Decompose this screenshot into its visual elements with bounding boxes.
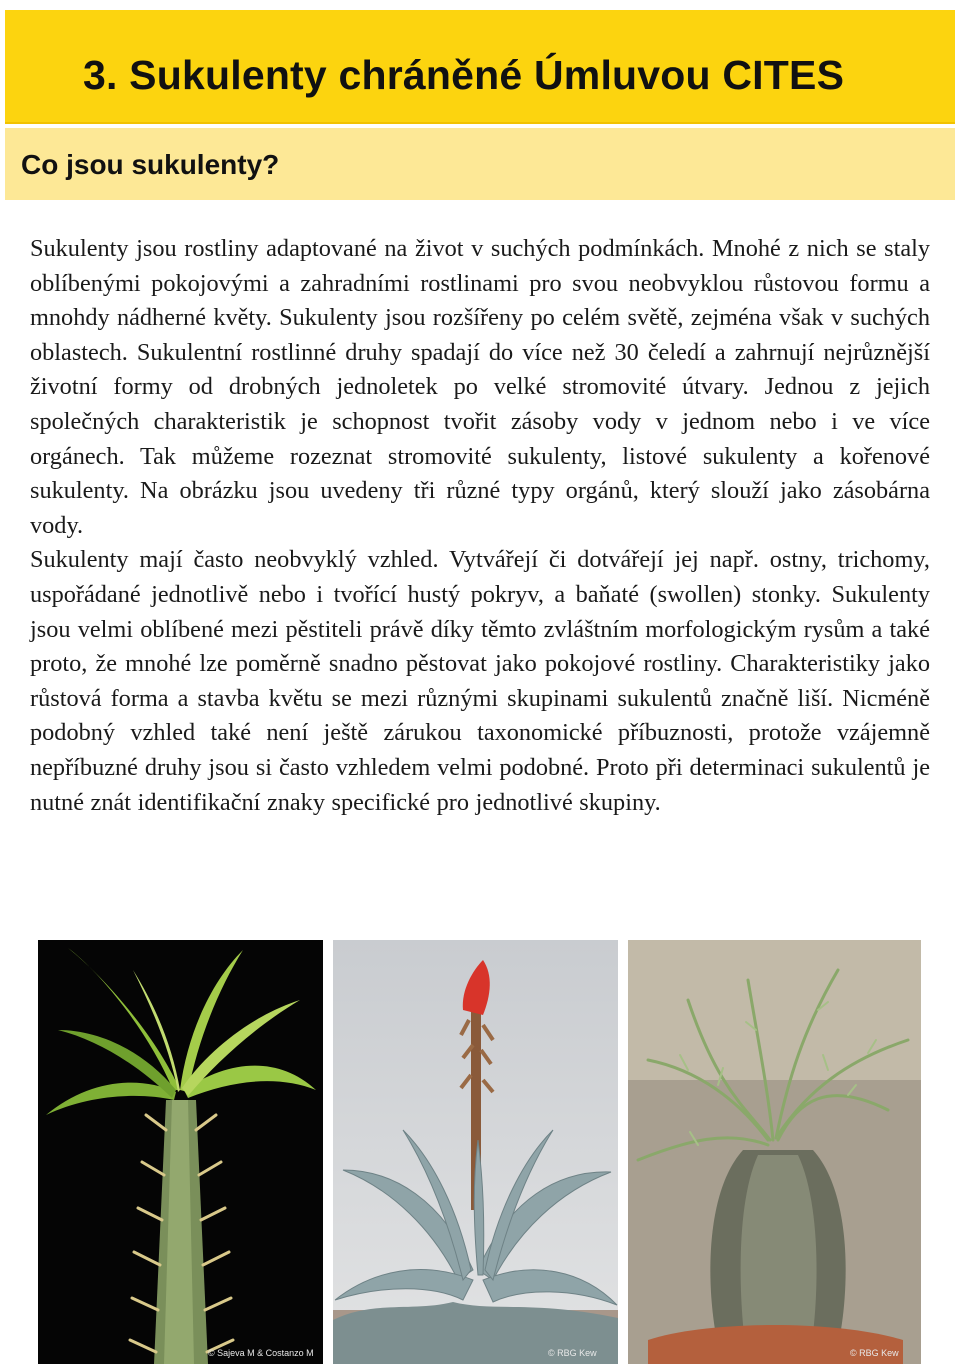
leaf-succulent-photo [333,940,618,1364]
title-banner [5,10,955,124]
paragraph-appearance: Sukulenty mají často neobvyklý vzhled. Vytvářejí či dotvářejí jej např. ostny, trichomy, uspořádané jednotlivě nebo i tvořící hustý pokryv, a baňaté (swollen) stonky. Sukulenty jsou velmi oblíbené mezi pěstiteli právě díky těmto zvláštním morfologickým rysům a také proto, že mnohé lze poměrně snadno pěstovat jako pokojové rostliny. Charakteristiky jako růstová forma a stavba květu se mezi různými skupinami sukulentů značně liší. Nicméně podobný vzhled také není ještě zárukou taxonomické příbuznosti, protože vzájemně nepříbuzné druhy jsou si často vzhledem velmi podobné. Proto při determinaci sukulentů je nutné znát identifikační znaky specifické pro jednotlivé skupiny. [30,546,930,816]
root-succulent-image [628,940,921,1364]
page-title: 3. Sukulenty chráněné Úmluvou CITES [83,52,845,98]
section-heading: Co jsou sukulenty? [21,149,280,180]
photo-credit: © RBG Kew [548,1348,597,1358]
body-text [30,232,930,820]
photo-credit: © RBG Kew [850,1348,899,1358]
photo-row [38,940,921,1364]
stem-succulent-image [38,940,323,1364]
root-succulent-photo [628,940,921,1364]
photo-credit: © Sajeva M & Costanzo M [208,1348,314,1358]
subtitle-banner [5,128,955,200]
leaf-succulent-image [333,940,618,1364]
paragraph-intro: Sukulenty jsou rostliny adaptované na život v suchých podmínkách. Mnohé z nich se staly oblíbenými pokojovými a zahradními rostlinami pro svou neobvyklou růstovou formu a mnohdy nádherné květy. Sukulenty jsou rozšířeny po celém světě, zejména však v suchých oblastech. Sukulentní rostlinné druhy spadají do více než 30 čeledí a zahrnují nejrůznější životní formy od drobných jednoletek po velké stromovité útvary. Jednou z jejich společných charakteristik je schopnost tvořit zásoby vody v jednom nebo i ve více orgánech. Tak můžeme rozeznat stromovité sukulenty, listové sukulenty a kořenové sukulenty. Na obrázku jsou uvedeny tři různé typy orgánů, který slouží jako zásobárna vody. [30,235,930,539]
stem-succulent-photo [38,940,323,1364]
